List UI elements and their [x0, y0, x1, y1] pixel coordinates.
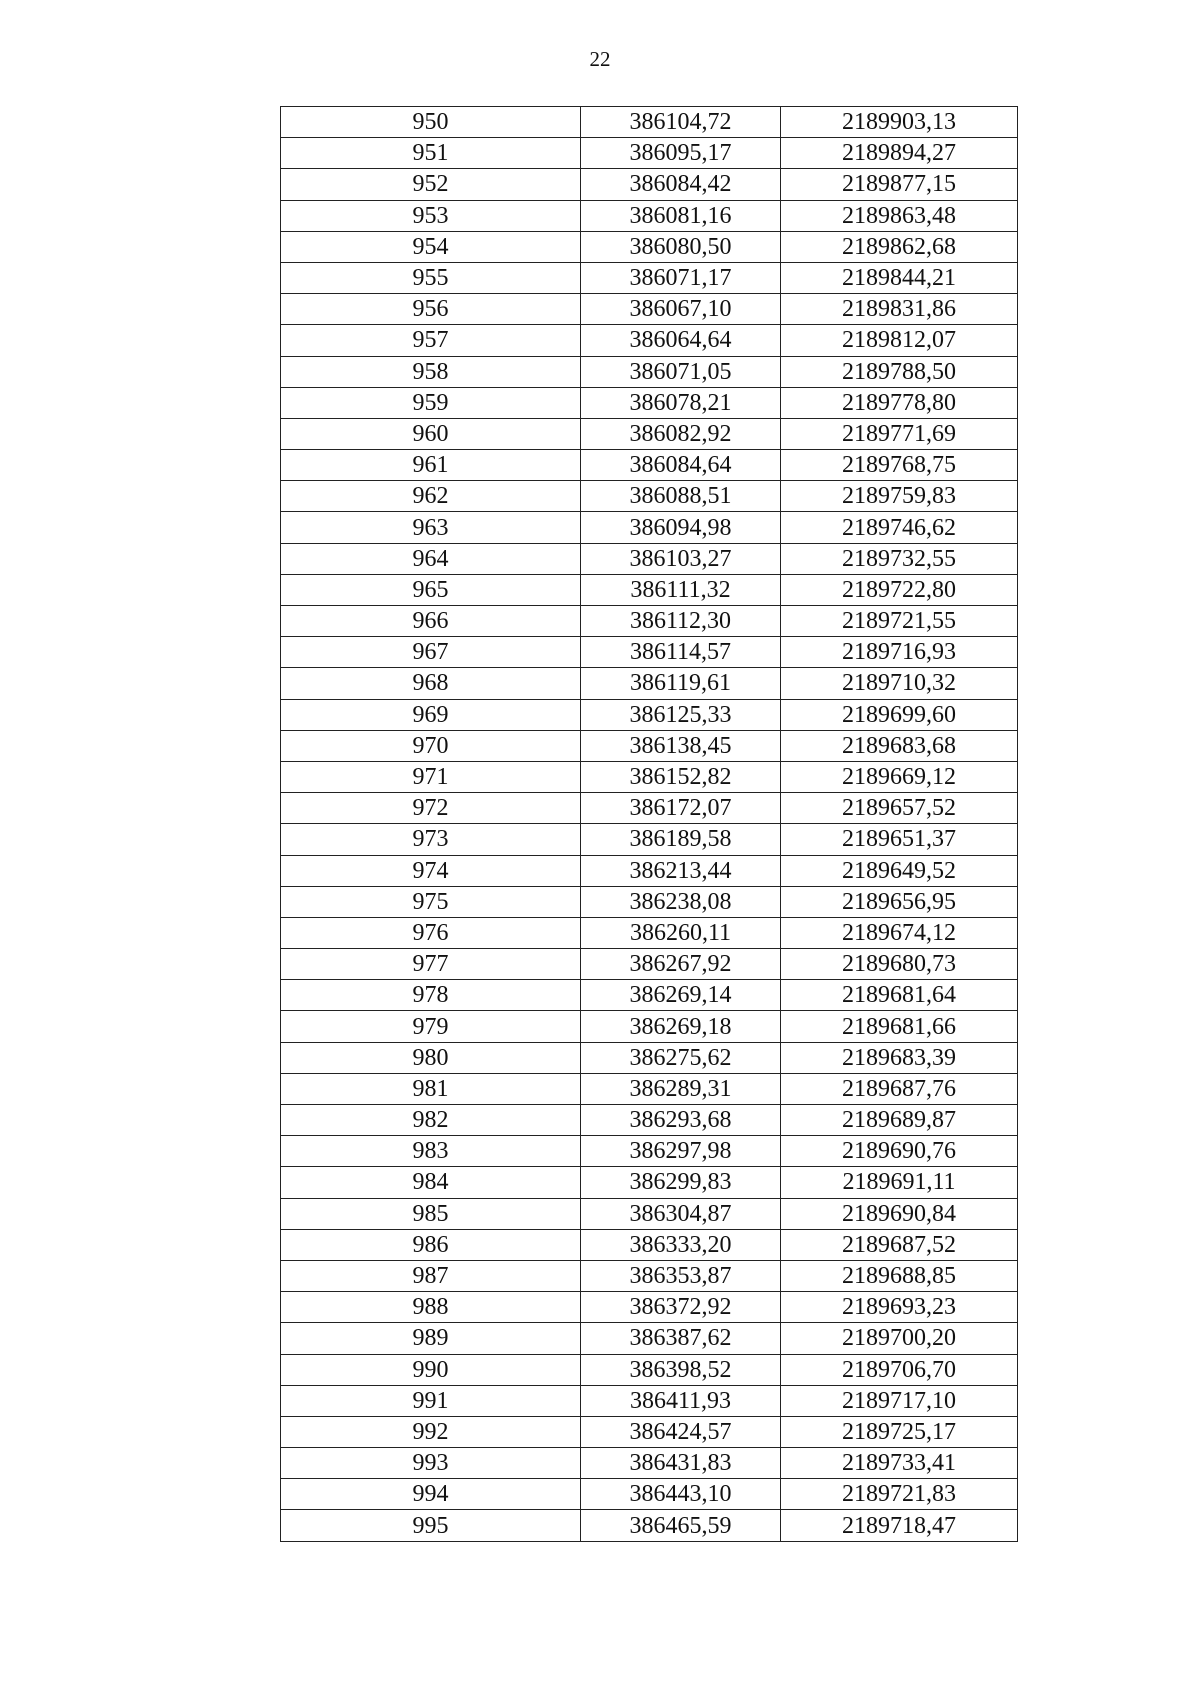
coordinate-x-cell: 386119,61: [581, 668, 781, 699]
table-row: [281, 262, 1018, 293]
table-row: [281, 1479, 1018, 1510]
coordinate-x-cell: 386275,62: [581, 1042, 781, 1073]
coordinate-x-cell: 386071,05: [581, 356, 781, 387]
coordinate-x-cell: 386084,42: [581, 169, 781, 200]
point-number-cell: 967: [281, 637, 581, 668]
coordinate-y-cell: 2189721,83: [781, 1479, 1018, 1510]
coordinate-y-cell: 2189778,80: [781, 387, 1018, 418]
table-row: [281, 1292, 1018, 1323]
coordinate-y-cell: 2189699,60: [781, 699, 1018, 730]
coordinates-table-body: [281, 107, 1018, 1542]
table-row: [281, 793, 1018, 824]
table-row: [281, 980, 1018, 1011]
table-row: [281, 917, 1018, 948]
coordinate-y-cell: 2189706,70: [781, 1354, 1018, 1385]
coordinate-x-cell: 386082,92: [581, 418, 781, 449]
coordinate-y-cell: 2189690,76: [781, 1136, 1018, 1167]
table-row: [281, 1011, 1018, 1042]
coordinate-y-cell: 2189657,52: [781, 793, 1018, 824]
coordinate-y-cell: 2189683,68: [781, 730, 1018, 761]
table-row: [281, 1073, 1018, 1104]
coordinate-x-cell: 386238,08: [581, 886, 781, 917]
table-row: [281, 855, 1018, 886]
coordinate-y-cell: 2189656,95: [781, 886, 1018, 917]
point-number-cell: 981: [281, 1073, 581, 1104]
table-row: [281, 824, 1018, 855]
coordinate-x-cell: 386465,59: [581, 1510, 781, 1541]
table-row: [281, 107, 1018, 138]
table-row: [281, 637, 1018, 668]
point-number-cell: 958: [281, 356, 581, 387]
coordinate-y-cell: 2189669,12: [781, 761, 1018, 792]
coordinate-y-cell: 2189691,11: [781, 1167, 1018, 1198]
coordinate-x-cell: 386260,11: [581, 917, 781, 948]
coordinate-y-cell: 2189710,32: [781, 668, 1018, 699]
coordinate-y-cell: 2189681,64: [781, 980, 1018, 1011]
table-row: [281, 450, 1018, 481]
coordinate-x-cell: 386267,92: [581, 949, 781, 980]
coordinate-y-cell: 2189725,17: [781, 1416, 1018, 1447]
table-row: [281, 325, 1018, 356]
coordinate-y-cell: 2189721,55: [781, 606, 1018, 637]
coordinate-x-cell: 386443,10: [581, 1479, 781, 1510]
coordinate-x-cell: 386424,57: [581, 1416, 781, 1447]
page-number: 22: [589, 47, 611, 71]
coordinate-y-cell: 2189681,66: [781, 1011, 1018, 1042]
coordinate-y-cell: 2189771,69: [781, 418, 1018, 449]
point-number-cell: 964: [281, 543, 581, 574]
coordinate-y-cell: 2189688,85: [781, 1260, 1018, 1291]
table-row: [281, 231, 1018, 262]
coordinate-y-cell: 2189651,37: [781, 824, 1018, 855]
coordinate-x-cell: 386078,21: [581, 387, 781, 418]
point-number-cell: 965: [281, 574, 581, 605]
coordinate-y-cell: 2189759,83: [781, 481, 1018, 512]
table-row: [281, 387, 1018, 418]
table-row: [281, 1198, 1018, 1229]
table-row: [281, 1167, 1018, 1198]
coordinate-y-cell: 2189812,07: [781, 325, 1018, 356]
coordinate-x-cell: 386213,44: [581, 855, 781, 886]
coordinate-y-cell: 2189680,73: [781, 949, 1018, 980]
coordinate-y-cell: 2189844,21: [781, 262, 1018, 293]
coordinate-x-cell: 386071,17: [581, 262, 781, 293]
coordinate-x-cell: 386084,64: [581, 450, 781, 481]
coordinate-y-cell: 2189717,10: [781, 1385, 1018, 1416]
table-row: [281, 543, 1018, 574]
point-number-cell: 954: [281, 231, 581, 262]
coordinate-x-cell: 386080,50: [581, 231, 781, 262]
coordinate-x-cell: 386353,87: [581, 1260, 781, 1291]
table-row: [281, 356, 1018, 387]
point-number-cell: 978: [281, 980, 581, 1011]
point-number-cell: 976: [281, 917, 581, 948]
coordinate-x-cell: 386081,16: [581, 200, 781, 231]
coordinate-y-cell: 2189718,47: [781, 1510, 1018, 1541]
table-row: [281, 730, 1018, 761]
point-number-cell: 984: [281, 1167, 581, 1198]
table-row: [281, 169, 1018, 200]
coordinate-x-cell: 386064,64: [581, 325, 781, 356]
point-number-cell: 972: [281, 793, 581, 824]
coordinate-y-cell: 2189746,62: [781, 512, 1018, 543]
point-number-cell: 990: [281, 1354, 581, 1385]
coordinate-y-cell: 2189700,20: [781, 1323, 1018, 1354]
table-row: [281, 418, 1018, 449]
table-row: [281, 1323, 1018, 1354]
coordinate-x-cell: 386333,20: [581, 1229, 781, 1260]
point-number-cell: 979: [281, 1011, 581, 1042]
point-number-cell: 963: [281, 512, 581, 543]
coordinate-y-cell: 2189687,76: [781, 1073, 1018, 1104]
table-row: [281, 1385, 1018, 1416]
coordinate-y-cell: 2189674,12: [781, 917, 1018, 948]
coordinate-y-cell: 2189877,15: [781, 169, 1018, 200]
coordinate-y-cell: 2189690,84: [781, 1198, 1018, 1229]
coordinate-x-cell: 386293,68: [581, 1105, 781, 1136]
point-number-cell: 993: [281, 1448, 581, 1479]
point-number-cell: 995: [281, 1510, 581, 1541]
coordinate-x-cell: 386103,27: [581, 543, 781, 574]
point-number-cell: 974: [281, 855, 581, 886]
table-row: [281, 699, 1018, 730]
point-number-cell: 977: [281, 949, 581, 980]
coordinate-x-cell: 386269,18: [581, 1011, 781, 1042]
coordinate-y-cell: 2189649,52: [781, 855, 1018, 886]
coordinate-y-cell: 2189687,52: [781, 1229, 1018, 1260]
point-number-cell: 973: [281, 824, 581, 855]
coordinate-x-cell: 386172,07: [581, 793, 781, 824]
point-number-cell: 970: [281, 730, 581, 761]
coordinate-y-cell: 2189788,50: [781, 356, 1018, 387]
coordinate-x-cell: 386112,30: [581, 606, 781, 637]
point-number-cell: 987: [281, 1260, 581, 1291]
coordinate-x-cell: 386431,83: [581, 1448, 781, 1479]
table-row: [281, 574, 1018, 605]
coordinate-x-cell: 386299,83: [581, 1167, 781, 1198]
coordinate-x-cell: 386138,45: [581, 730, 781, 761]
coordinate-x-cell: 386398,52: [581, 1354, 781, 1385]
point-number-cell: 991: [281, 1385, 581, 1416]
coordinate-y-cell: 2189716,93: [781, 637, 1018, 668]
coordinate-x-cell: 386152,82: [581, 761, 781, 792]
point-number-cell: 956: [281, 294, 581, 325]
coordinate-x-cell: 386088,51: [581, 481, 781, 512]
coordinate-x-cell: 386095,17: [581, 138, 781, 169]
table-row: [281, 138, 1018, 169]
coordinate-y-cell: 2189894,27: [781, 138, 1018, 169]
coordinate-y-cell: 2189689,87: [781, 1105, 1018, 1136]
coordinate-x-cell: 386094,98: [581, 512, 781, 543]
point-number-cell: 969: [281, 699, 581, 730]
table-row: [281, 294, 1018, 325]
point-number-cell: 968: [281, 668, 581, 699]
table-row: [281, 200, 1018, 231]
point-number-cell: 955: [281, 262, 581, 293]
point-number-cell: 959: [281, 387, 581, 418]
table-row: [281, 1354, 1018, 1385]
coordinate-x-cell: 386114,57: [581, 637, 781, 668]
coordinate-y-cell: 2189768,75: [781, 450, 1018, 481]
coordinate-x-cell: 386304,87: [581, 1198, 781, 1229]
table-row: [281, 512, 1018, 543]
coordinate-x-cell: 386297,98: [581, 1136, 781, 1167]
point-number-cell: 950: [281, 107, 581, 138]
coordinate-x-cell: 386104,72: [581, 107, 781, 138]
coordinate-y-cell: 2189863,48: [781, 200, 1018, 231]
point-number-cell: 975: [281, 886, 581, 917]
point-number-cell: 971: [281, 761, 581, 792]
table-row: [281, 668, 1018, 699]
table-row: [281, 1448, 1018, 1479]
coordinate-y-cell: 2189683,39: [781, 1042, 1018, 1073]
point-number-cell: 989: [281, 1323, 581, 1354]
coordinates-table: [280, 106, 1018, 1542]
table-row: [281, 1229, 1018, 1260]
table-row: [281, 1260, 1018, 1291]
table-row: [281, 1136, 1018, 1167]
coordinate-x-cell: 386067,10: [581, 294, 781, 325]
coordinate-y-cell: 2189862,68: [781, 231, 1018, 262]
point-number-cell: 961: [281, 450, 581, 481]
point-number-cell: 953: [281, 200, 581, 231]
coordinate-x-cell: 386125,33: [581, 699, 781, 730]
coordinate-y-cell: 2189903,13: [781, 107, 1018, 138]
coordinate-x-cell: 386289,31: [581, 1073, 781, 1104]
point-number-cell: 980: [281, 1042, 581, 1073]
point-number-cell: 986: [281, 1229, 581, 1260]
table-row: [281, 1042, 1018, 1073]
table-row: [281, 606, 1018, 637]
table-row: [281, 481, 1018, 512]
coordinate-x-cell: 386111,32: [581, 574, 781, 605]
coordinate-y-cell: 2189733,41: [781, 1448, 1018, 1479]
point-number-cell: 960: [281, 418, 581, 449]
coordinate-x-cell: 386411,93: [581, 1385, 781, 1416]
coordinate-y-cell: 2189831,86: [781, 294, 1018, 325]
coordinate-y-cell: 2189722,80: [781, 574, 1018, 605]
point-number-cell: 983: [281, 1136, 581, 1167]
table-row: [281, 1416, 1018, 1447]
table-row: [281, 1510, 1018, 1541]
point-number-cell: 957: [281, 325, 581, 356]
point-number-cell: 962: [281, 481, 581, 512]
point-number-cell: 982: [281, 1105, 581, 1136]
point-number-cell: 992: [281, 1416, 581, 1447]
coordinate-x-cell: 386387,62: [581, 1323, 781, 1354]
coordinate-y-cell: 2189732,55: [781, 543, 1018, 574]
coordinate-y-cell: 2189693,23: [781, 1292, 1018, 1323]
point-number-cell: 988: [281, 1292, 581, 1323]
coordinate-x-cell: 386372,92: [581, 1292, 781, 1323]
table-row: [281, 1105, 1018, 1136]
point-number-cell: 951: [281, 138, 581, 169]
point-number-cell: 966: [281, 606, 581, 637]
table-row: [281, 886, 1018, 917]
table-row: [281, 761, 1018, 792]
point-number-cell: 985: [281, 1198, 581, 1229]
point-number-cell: 952: [281, 169, 581, 200]
table-row: [281, 949, 1018, 980]
coordinate-x-cell: 386189,58: [581, 824, 781, 855]
point-number-cell: 994: [281, 1479, 581, 1510]
coordinate-x-cell: 386269,14: [581, 980, 781, 1011]
